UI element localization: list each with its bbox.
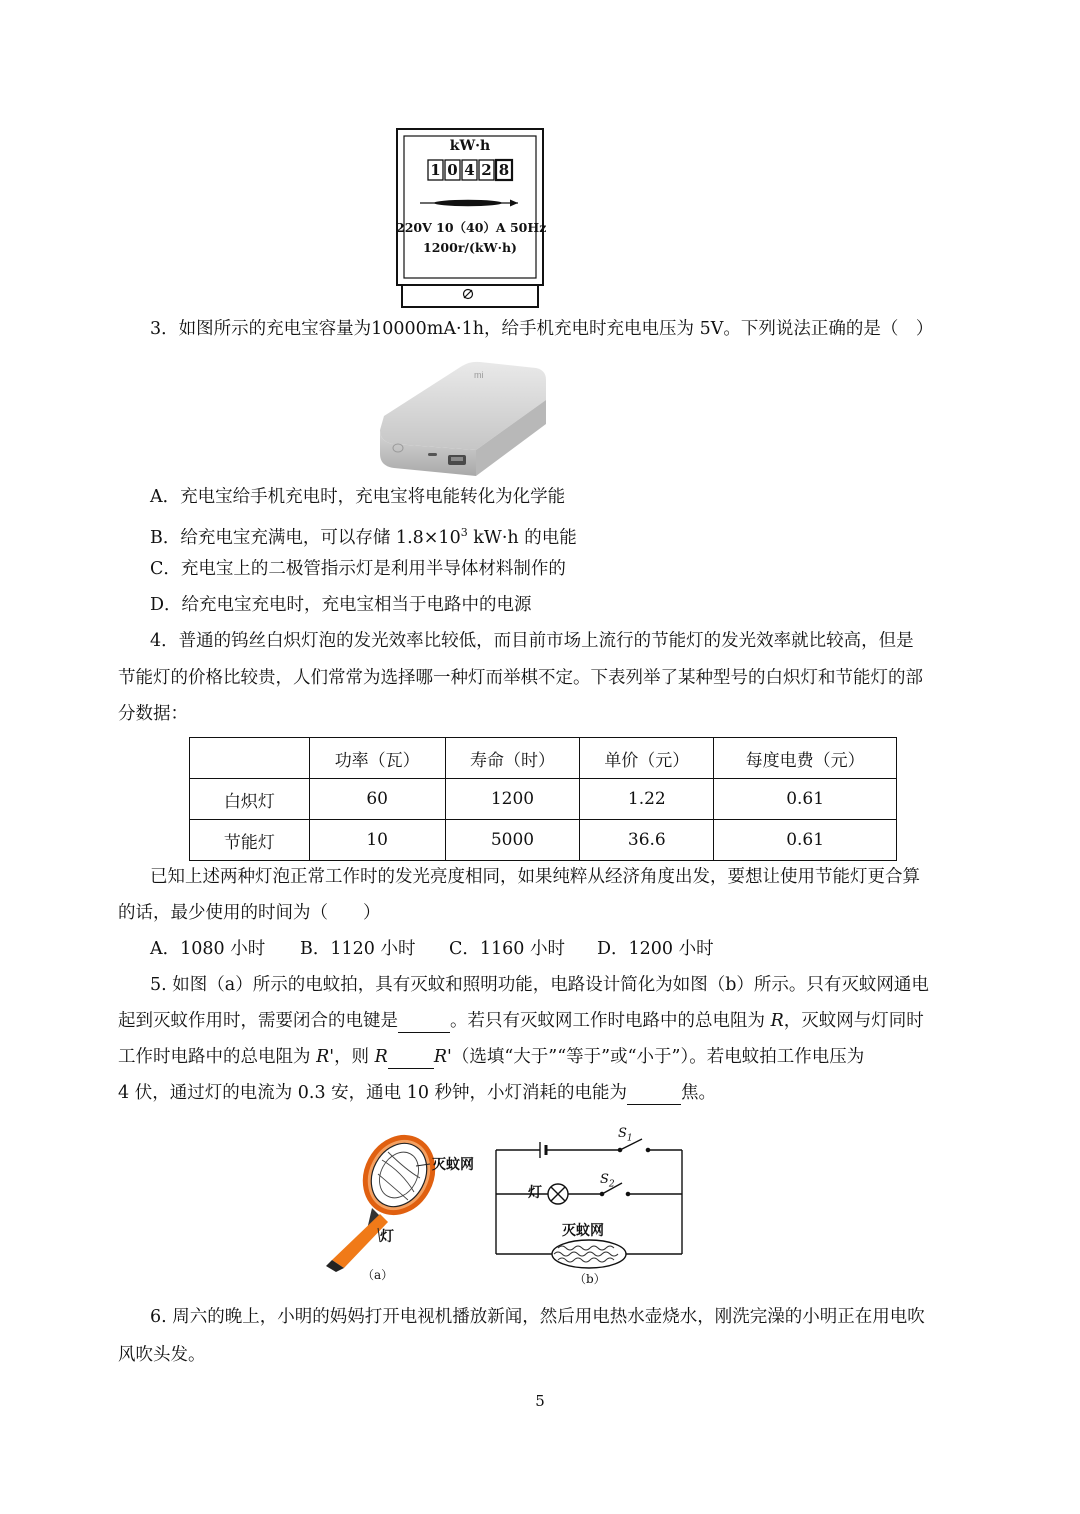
q5-text: 工作时电路中的总电阻为 [118,1047,317,1067]
option-text: 1120 小时 [330,939,416,959]
q5-line-4 [118,1082,716,1105]
table-header-cell: 寿命（时） [445,738,580,779]
q5-text: 4 伏，通过灯的电流为 0.3 安，通电 10 秒钟，小灯消耗的电能为 [118,1083,628,1103]
meter-digit: 1 [430,161,441,179]
variable-r: R [374,1047,388,1067]
meter-spec: 220V 10（40）A 50Hz [396,220,547,235]
variable-r: R [770,1011,784,1031]
figure-caption: （a） [362,1268,394,1282]
table-header-cell: 单价（元） [580,738,714,779]
switch-s1-label [618,1126,633,1144]
q6-line: 风吹头发。 [118,1345,206,1365]
table-cell: 1200 [445,779,580,820]
q5-text: ，则 [334,1047,375,1067]
q5-text: 焦。 [681,1083,717,1103]
table-cell: 60 [309,779,445,820]
meter-digit: 0 [447,161,458,179]
table-cell: 白炽灯 [190,779,310,820]
table-cell: 5000 [445,820,580,861]
table-cell: 节能灯 [190,820,310,861]
meter-digit: 4 [464,161,475,179]
table-cell: 36.6 [580,820,714,861]
option-text: 充电宝上的二极管指示灯是利用半导体材料制作的 [180,559,566,579]
option-text: 1200 小时 [628,939,714,959]
q4-option-a [150,938,265,960]
variable-r-prime: R' [316,1047,335,1067]
lamp-label: 灯 [380,1229,394,1245]
meter-unit: kW·h [449,138,491,154]
table-cell: 10 [309,820,445,861]
electric-meter-figure [396,128,547,308]
page-number: 5 [535,1392,545,1410]
power-bank-logo: mi [474,370,484,380]
answer-blank [627,1082,681,1105]
lamp-label: 灯 [528,1185,542,1201]
q3-stem: 3．如图所示的充电宝容量为10000mA·1h，给手机充电时充电电压为 5V。下列说法正确的是（ ） [150,319,934,339]
net-label: 灭蚊网 [432,1157,474,1173]
circuit-diagram-figure [492,1124,688,1290]
q3-option-b [150,522,577,549]
option-text: 1080 小时 [180,939,266,959]
switch-subscript: 1 [626,1133,633,1144]
option-text: 给充电宝充电时，充电宝相当于电路中的电源 [181,595,532,615]
q4-stem-line: 分数据： [118,704,188,724]
table-cell: 0.61 [714,820,897,861]
answer-blank [398,1010,450,1033]
table-row [190,779,897,820]
q5-text: 。若只有灭蚊网工作时电路中的总电阻为 [450,1011,771,1031]
option-label: C． [150,559,181,579]
q5-text: ，灭蚊网与灯同时 [783,1011,924,1031]
table-header-cell: 每度电费（元） [714,738,897,779]
q5-line-2 [118,1010,924,1033]
meter-constant: 1200r/(kW·h) [423,240,517,255]
option-superscript: 3 [460,526,468,539]
option-label: A． [150,939,181,959]
meter-digit: 2 [481,161,492,179]
switch-letter: S [600,1172,609,1187]
q4-stem-line: 节能灯的价格比较贵，人们常常为选择哪一种灯而举棋不定。下表列举了某种型号的白炽灯和节能灯的部 [118,668,923,688]
meter-digit-last: 8 [498,161,510,179]
q5-line-3 [118,1046,864,1069]
option-text-tail: kW·h 的电能 [467,528,577,548]
table-header-cell [190,738,310,779]
q3-option-a [150,486,565,508]
option-text: 给充电宝充满电，可以存储 1.8×10 [180,528,461,548]
option-text: 充电宝给手机充电时，充电宝将电能转化为化学能 [180,487,566,507]
option-text: 1160 小时 [479,939,565,959]
mosquito-swatter-figure [322,1130,492,1290]
table-row [190,820,897,861]
switch-letter: S [618,1126,627,1141]
q4-option-b [300,938,415,960]
net-label: 灭蚊网 [562,1223,604,1239]
switch-subscript: 2 [608,1179,615,1190]
option-label: A． [150,487,181,507]
figure-caption: （b） [574,1272,606,1286]
q4-option-d [597,938,714,960]
q4-stem-line: 4．普通的钨丝白炽灯泡的发光效率比较低，而目前市场上流行的节能灯的发光效率就比较高，但是 [150,631,914,651]
answer-blank [388,1046,434,1069]
lamp-data-table [189,737,897,861]
q5-text: 起到灭蚊作用时，需要闭合的电键是 [118,1011,398,1031]
table-header-cell: 功率（瓦） [309,738,445,779]
option-label: B． [300,939,331,959]
option-label: B． [150,528,181,548]
option-label: D． [597,939,629,959]
power-bank-image [376,358,548,480]
table-cell: 1.22 [580,779,714,820]
q3-option-d [150,594,532,616]
q4-follow-line: 的话，最少使用的时间为（ ） [118,903,381,923]
variable-r-prime: R' [433,1047,452,1067]
switch-s2-label [600,1172,615,1190]
option-label: D． [150,595,182,615]
q4-option-c [449,938,565,960]
q4-follow-line: 已知上述两种灯泡正常工作时的发光亮度相同，如果纯粹从经济角度出发，要想让使用节能灯更合算 [150,867,920,887]
q6-line: 6. 周六的晚上，小明的妈妈打开电视机播放新闻，然后用电热水壶烧水，刚洗完澡的小明正在用电吹 [150,1307,925,1327]
q5-text: （选填“大于”“等于”或“小于”）。若电蚊拍工作电压为 [451,1047,865,1067]
q5-line-1: 5. 如图（a）所示的电蚊拍，具有灭蚊和照明功能，电路设计简化为如图（b）所示。只有灭蚊网通电 [150,975,929,995]
table-header-row [190,738,897,779]
option-label: C． [449,939,480,959]
table-cell: 0.61 [714,779,897,820]
q3-option-c [150,558,566,580]
